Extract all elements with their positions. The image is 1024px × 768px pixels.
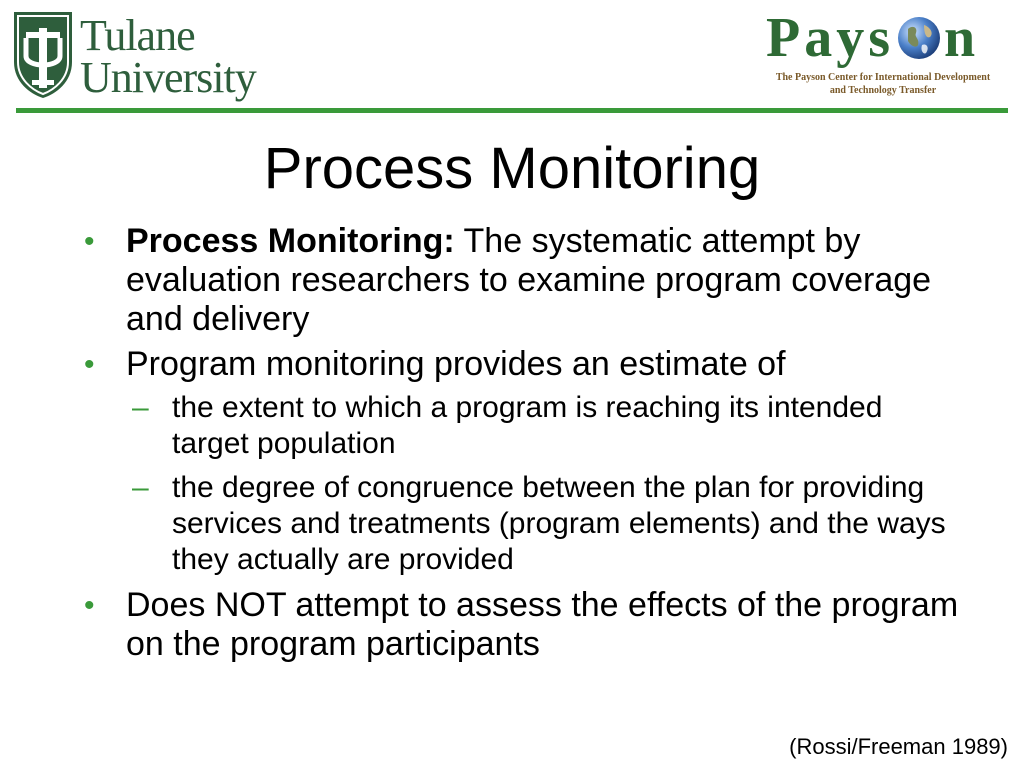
bullet-1 bbox=[84, 222, 964, 339]
payson-wordmark-start: Pays bbox=[766, 7, 894, 69]
tulane-wordmark-line2: University bbox=[80, 53, 256, 102]
payson-subtitle-line1: The Payson Center for International Development bbox=[775, 72, 991, 83]
sub-bullet-2-1-text: the extent to which a program is reaching its intended target population bbox=[172, 391, 883, 460]
slide-header bbox=[0, 0, 1024, 116]
bullet-1-term: Process Monitoring: bbox=[126, 222, 455, 260]
slide-content bbox=[84, 222, 964, 670]
sub-bullet-2-1 bbox=[84, 390, 964, 462]
globe-icon bbox=[896, 15, 942, 61]
header-divider bbox=[16, 108, 1008, 113]
slide-title: Process Monitoring bbox=[263, 136, 761, 201]
bullet-1-definition: The systematic attempt by evaluation researchers to examine program coverage and delivery bbox=[126, 222, 932, 338]
payson-subtitle-line2: and Technology Transfer bbox=[829, 85, 937, 96]
payson-center-logo bbox=[748, 6, 1018, 102]
bullet-3-text: Does NOT attempt to assess the effects of the program on the program participants bbox=[126, 586, 959, 663]
citation: (Rossi/Freeman 1989) bbox=[789, 734, 1008, 759]
sub-bullet-marker: – bbox=[132, 471, 149, 504]
payson-wordmark-end: n bbox=[944, 7, 980, 69]
bullet-marker: • bbox=[84, 348, 95, 381]
sub-bullet-2-2-text: the degree of congruence between the plan for providing services and treatments (program elements) and the ways they actually are provided bbox=[172, 471, 946, 576]
bullet-2-text: Program monitoring provides an estimate of bbox=[126, 345, 786, 383]
tulane-university-logo bbox=[12, 8, 282, 104]
sub-bullet-marker: – bbox=[132, 391, 149, 424]
bullet-marker: • bbox=[84, 225, 95, 258]
payson-wordmark bbox=[766, 6, 1006, 70]
bullet-2 bbox=[84, 345, 964, 384]
bullet-marker: • bbox=[84, 589, 95, 622]
bullet-3 bbox=[84, 586, 964, 664]
tulane-shield-icon bbox=[12, 10, 74, 100]
tulane-wordmark-line1: Tulane bbox=[80, 11, 195, 60]
sub-bullet-2-2 bbox=[84, 470, 964, 578]
